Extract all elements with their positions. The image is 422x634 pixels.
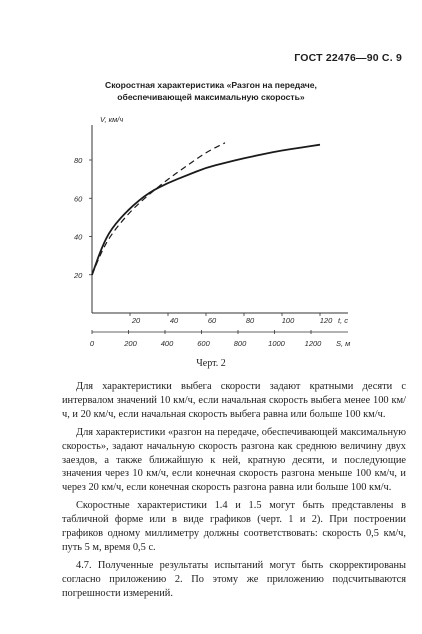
y-tick-label: 20 [74, 270, 83, 280]
chart-axes [73, 115, 350, 348]
x-distance-tick-label: 1000 [268, 339, 285, 348]
x-time-axis-label: t, с [338, 316, 349, 325]
y-tick-label: 80 [74, 156, 83, 165]
paragraph-2: Для характеристики «разгон на передаче, обеспечивающей максимальную скорость», задают начальную скорость разгона как среднюю величину двух заездов, а также ближайшую к ней, кратную десяти, и последующие значения через 10 км/ч, если конечная скорость разгона меньше 100 км/ч, и через 20 км/ч, если конечная скорость разгона равна или больше 100 км/ч. [62, 426, 406, 494]
x-distance-tick-label: 0 [89, 339, 95, 348]
chart-title-line-2: обеспечивающей максимальную скорость» [117, 92, 305, 102]
x-distance-tick-label: 800 [233, 339, 247, 348]
x-distance-axis-label: S, м [336, 339, 351, 348]
body-text [62, 380, 406, 601]
x-time-tick-label: 20 [131, 316, 141, 325]
x-distance-tick-label: 600 [197, 339, 210, 348]
y-tick-label: 40 [74, 232, 83, 242]
paragraph-1: Для характеристики выбега скорости задают кратными десяти с интервалом значений 10 км/ч, если начальная скорость выбега менее 100 км/ч, и 20 км/ч, если начальная скорость выбега равна или больше 100 км/ч. [62, 381, 406, 420]
paragraph-3: Скоростные характеристики 1.4 и 1.5 могут быть представлены в табличной форме или в виде графиков (черт. 1 и 2). При построении графиков одному миллиметру должны соответствовать: скорость 0,5 км/ч, путь 5 м, время 0,5 с. [62, 500, 406, 553]
x-time-tick-label: 100 [281, 316, 295, 325]
y-axis-label: V, км/ч [100, 115, 124, 124]
chart-title-line-1: Скоростная характеристика «Разгон на передаче, [105, 80, 317, 90]
chart-marks [92, 143, 320, 275]
x-time-tick-label: 120 [319, 316, 333, 325]
figure-caption: Черт. 2 [196, 358, 226, 369]
x-time-tick-label: 60 [207, 316, 217, 325]
solid-speed-curve [92, 145, 320, 275]
x-time-tick-label: 80 [245, 316, 255, 325]
x-distance-tick-label: 400 [160, 339, 174, 348]
page-header: ГОСТ 22476—90 С. 9 [294, 52, 402, 64]
paragraph-4: 4.7. Полученные результаты испытаний могут быть скорректированы согласно приложению 2. По этому же приложению подсчитываются погрешности измерений. [62, 559, 406, 599]
x-time-tick-label: 40 [169, 316, 179, 325]
x-distance-tick-label: 200 [124, 339, 137, 348]
dashed-speed-curve [92, 143, 225, 275]
y-tick-label: 60 [74, 194, 83, 204]
x-distance-tick-label: 1200 [304, 339, 322, 348]
